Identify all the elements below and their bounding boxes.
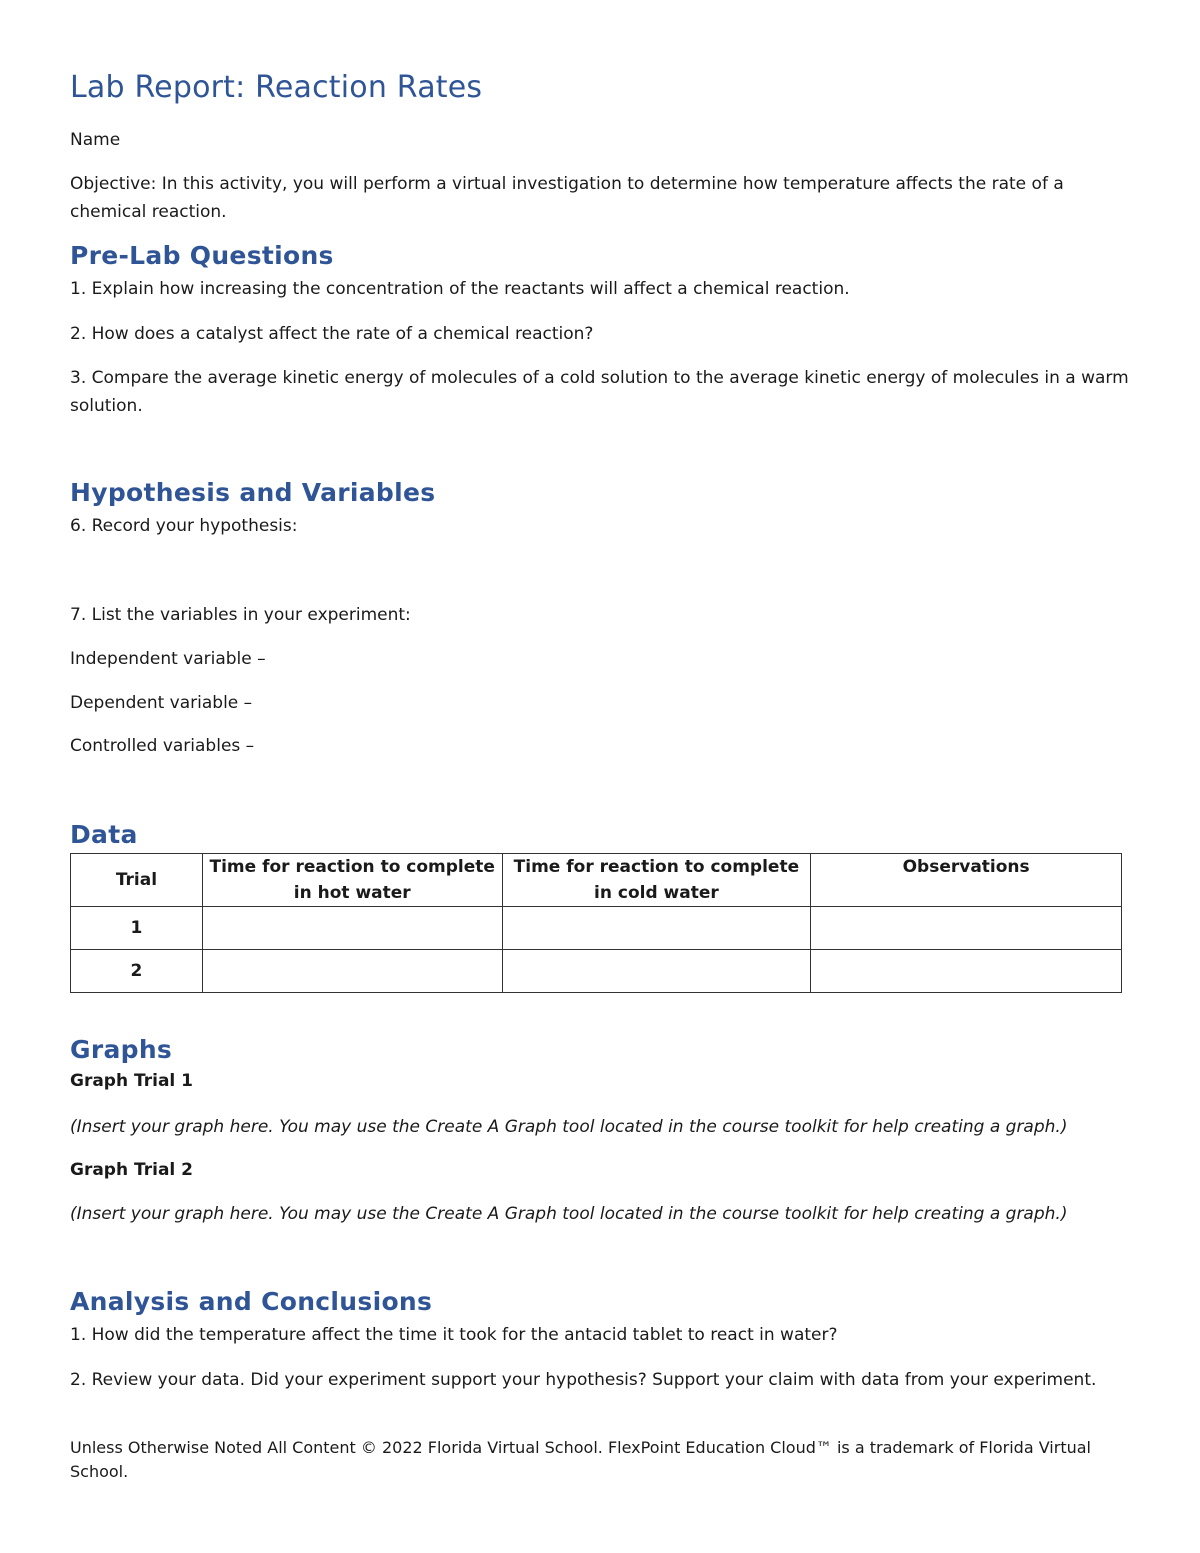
cold-water-cell[interactable] [502,907,811,950]
graph-trial-2-label: Graph Trial 2 [70,1160,193,1180]
data-heading: Data [70,820,138,849]
hypothesis-heading: Hypothesis and Variables [70,478,436,507]
observations-cell[interactable] [811,950,1122,993]
document-title: Lab Report: Reaction Rates [70,70,483,105]
graphs-heading: Graphs [70,1035,173,1064]
hypothesis-question-7: 7. List the variables in your experiment: [70,605,411,625]
observations-cell[interactable] [811,907,1122,950]
data-table [70,853,1122,993]
objective-paragraph [70,170,1130,226]
table-row [71,950,1122,993]
header-observations: Observations [811,854,1122,907]
graph-trial-1-label: Graph Trial 1 [70,1071,193,1091]
objective-label: Objective: [70,174,157,194]
prelab-question-2: 2. How does a catalyst affect the rate of a chemical reaction? [70,324,594,344]
dependent-variable-label: Dependent variable – [70,693,253,713]
hypothesis-question-6: 6. Record your hypothesis: [70,516,298,536]
independent-variable-label: Independent variable – [70,649,266,669]
analysis-question-1: 1. How did the temperature affect the time it took for the antacid tablet to react in water? [70,1325,838,1345]
graph-trial-1-note: (Insert your graph here. You may use the Create A Graph tool located in the course toolkit for help creating a graph.) [70,1117,1068,1137]
name-label: Name [70,130,121,150]
objective-text: In this activity, you will perform a virtual investigation to determine how temperature affects the rate of a chemical reaction. [70,174,1064,222]
header-trial: Trial [71,854,203,907]
controlled-variables-label: Controlled variables – [70,736,255,756]
trial-cell: 1 [71,907,203,950]
footer-copyright: Unless Otherwise Noted All Content © 2022 Florida Virtual School. FlexPoint Education Cloud™ is a trademark of Florida Virtual School. [70,1438,1091,1481]
header-hot-water: Time for reaction to complete in hot water [202,854,502,907]
prelab-question-3: 3. Compare the average kinetic energy of molecules of a cold solution to the average kinetic energy of molecules in a warm solution. [70,368,1129,416]
analysis-heading: Analysis and Conclusions [70,1287,433,1316]
hot-water-cell[interactable] [202,950,502,993]
hot-water-cell[interactable] [202,907,502,950]
header-cold-water: Time for reaction to complete in cold water [502,854,811,907]
analysis-question-2: 2. Review your data. Did your experiment support your hypothesis? Support your claim with data from your experiment. [70,1370,1097,1390]
prelab-question-1: 1. Explain how increasing the concentration of the reactants will affect a chemical reaction. [70,279,850,299]
cold-water-cell[interactable] [502,950,811,993]
table-header-row [71,854,1122,907]
graph-trial-2-note: (Insert your graph here. You may use the Create A Graph tool located in the course toolkit for help creating a graph.) [70,1204,1068,1224]
prelab-heading: Pre-Lab Questions [70,241,334,270]
table-row [71,907,1122,950]
trial-cell: 2 [71,950,203,993]
